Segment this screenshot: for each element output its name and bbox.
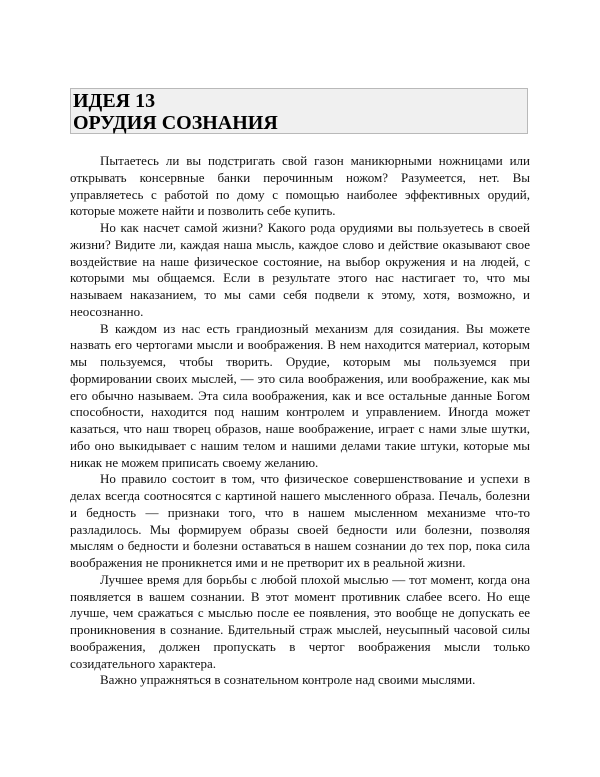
paragraph: Лучшее время для борьбы с любой плохой мыслью — тот момент, когда она появляется в вашем сознании. В этот момент противник слабее всего. Но еще лучше, чем сражаться с мыслью после ее появления, это вообще не допускать ее проникновения в сознание. Бдительный страж мыслей, неусыпный часовой силы воображения, должен пропускать в чертог воображения мысли только созидательного характера.	[70, 571, 530, 671]
body-text	[70, 153, 530, 689]
chapter-title: ОРУДИЯ СОЗНАНИЯ	[73, 112, 278, 134]
paragraph: Но правило состоит в том, что физическое совершенствование и успехи в делах всегда соотносятся с картиной нашего мысленного образа. Печаль, болезни и бедность — признаки того, что в нашем мысленном механизме что-то разладилось. Мы формируем образы своей бедности или болезни, позволяя мыслям о бедности и болезни оставаться в нашем сознании до тех пор, пока сила воображения не проникнется ими и не претворит их в реальной жизни.	[70, 471, 530, 570]
paragraph: Но как насчет самой жизни? Какого рода орудиями вы пользуетесь в своей жизни? Видите ли, каждая наша мысль, каждое слово и действие оказывают свое воздействие на наше физическое состояние, на выбор окружения и на людей, с которыми мы общаемся. Если в результате этого нас настигает то, что мы называем наказанием, то мы сами себя подвели к этому, хотя, возможно, и неосознанно.	[70, 220, 530, 319]
paragraph: В каждом из нас есть грандиозный механизм для созидания. Вы можете назвать его чертогами мысли и воображения. В нем находится материал, которым мы пользуемся, чтобы творить. Орудие, которым мы пользуемся при формировании своих мыслей, — это сила воображения, или воображение, как мы его обычно называем. Эта сила воображения, как и все остальные данные Богом способности, находится под нашим контролем и управлением. Иногда может казаться, что наш творец образов, наше воображение, играет с нами злые шутки, ибо оно выкидывает с нашим телом и нашими делами такие штуки, которые мы никак не можем приписать своему желанию.	[70, 320, 530, 470]
chapter-number: ИДЕЯ 13	[73, 90, 156, 112]
paragraph: Пытаетесь ли вы подстригать свой газон маникюрными ножницами или открывать консервные банки перочинным ножом? Разумеется, нет. Вы управляетесь с работой по дому с помощью наиболее эффективных орудий, которые можете найти и позволить себе купить.	[70, 153, 530, 219]
chapter-heading	[70, 88, 528, 134]
paragraph: Важно упражняться в сознательном контроле над своими мыслями.	[100, 672, 476, 688]
